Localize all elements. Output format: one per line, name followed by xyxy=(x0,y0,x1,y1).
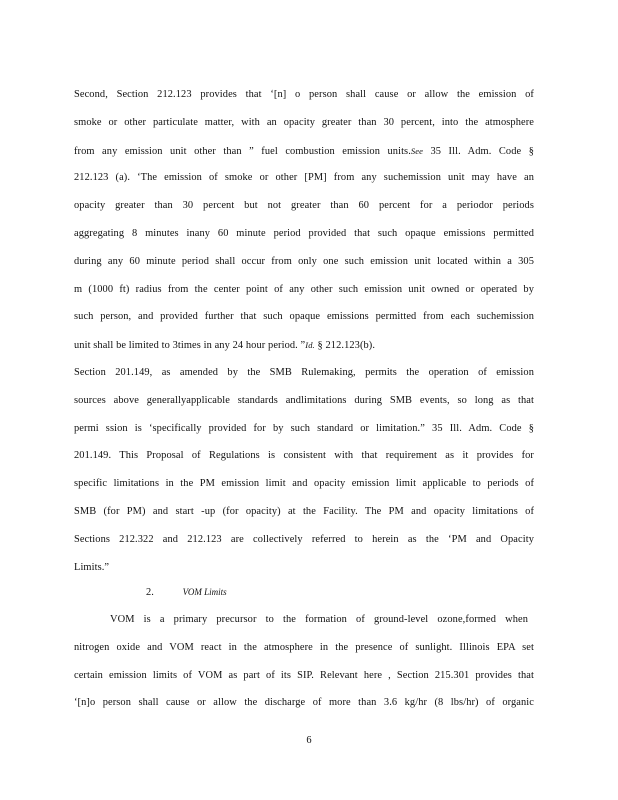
line-text: VOM is a primary precursor to the formation of ground-level ozone,formed when xyxy=(110,614,528,625)
line-text: Section 201.149, as amended by the SMB Rulemaking, permits the operation of emission xyxy=(74,367,534,378)
line-text: Sections 212.322 and 212.123 are collectively referred to herein as the ‘PM and Opacity xyxy=(74,533,534,545)
line-text: sources above generallyapplicable standards andlimitations during SMB events, so long as that xyxy=(74,394,534,406)
paragraph-section-212-123-line xyxy=(74,171,534,185)
line-text: permi ssion is ‘specifically provided for by such standard or limitation.” 35 Ill. Adm. Code § xyxy=(74,422,534,434)
line-text: nitrogen oxide and VOM react in the atmosphere in the presence of sunlight. Illinois EPA set xyxy=(74,641,534,653)
line-text-continued: 35 Ill. Adm. Code § xyxy=(423,145,534,157)
line-text: ‘[n]o person shall cause or allow the discharge of more than 3.6 kg/hr (8 lbs/hr) of organic xyxy=(74,697,534,709)
line-text: from any emission unit other than ” fuel combustion emission units. xyxy=(74,145,411,157)
paragraph-section-212-123-line xyxy=(74,88,534,102)
paragraph-section-201-149-line xyxy=(74,366,534,380)
line-text: certain emission limits of VOM as part of its SIP. Relevant here , Section 215.301 provides that xyxy=(74,669,534,681)
paragraph-section-201-149-line xyxy=(74,394,534,408)
line-text: 212.123 (a). ‘The emission of smoke or other [PM] from any suchemission unit may have an xyxy=(74,172,534,184)
paragraph-section-212-123-line xyxy=(74,255,534,269)
paragraph-section-201-149-line xyxy=(74,422,534,436)
paragraph-section-201-149-line xyxy=(74,477,534,491)
section-heading-number: 2. xyxy=(146,587,154,598)
line-text: m (1000 ft) radius from the center point of any other such emission unit owned or operated by xyxy=(74,283,534,295)
paragraph-section-212-123-line xyxy=(74,116,534,130)
paragraph-vom-limits-line xyxy=(110,613,528,627)
paragraph-section-212-123-line xyxy=(74,283,534,297)
line-text: during any 60 minute period shall occur from only one such emission unit located within a 305 xyxy=(74,255,534,267)
paragraph-section-201-149-line xyxy=(74,449,534,463)
section-heading xyxy=(146,585,227,600)
line-text: 201.149. This Proposal of Regulations is consistent with that requirement as it provides for xyxy=(74,450,534,462)
citation-signal: Id. xyxy=(305,340,315,351)
paragraph-section-201-149-line xyxy=(74,505,534,519)
paragraph-section-212-123-line xyxy=(74,338,534,352)
paragraph-section-201-149-line xyxy=(74,533,534,547)
paragraph-section-212-123-line xyxy=(74,144,534,158)
paragraph-section-212-123-line xyxy=(74,227,534,241)
paragraph-vom-limits-line xyxy=(74,696,534,710)
line-text: smoke or other particulate matter, with an opacity greater than 30 percent, into the atmosphere xyxy=(74,116,534,128)
line-text-continued: § 212.123(b). xyxy=(314,340,376,352)
paragraph-section-212-123-line xyxy=(74,310,534,324)
line-text: SMB (for PM) and start -up (for opacity) at the Facility. The PM and opacity limitations of xyxy=(74,506,534,517)
line-text: Second, Section 212.123 provides that ‘[n] o person shall cause or allow the emission of xyxy=(74,89,534,100)
paragraph-vom-limits-line xyxy=(74,641,534,655)
section-heading-title: VOM Limits xyxy=(182,587,227,597)
paragraph-vom-limits-line xyxy=(74,669,534,683)
page-number: 6 xyxy=(306,735,312,746)
citation-signal: See xyxy=(410,145,424,156)
paragraph-section-212-123-line xyxy=(74,199,534,213)
line-text: Limits.” xyxy=(74,561,110,573)
line-text: specific limitations in the PM emission limit and opacity emission limit applicable to periods of xyxy=(74,478,534,490)
line-text: unit shall be limited to 3times in any 24 hour period. ” xyxy=(74,340,306,352)
line-text: opacity greater than 30 percent but not greater than 60 percent for a periodor periods xyxy=(74,200,534,212)
paragraph-section-201-149-line xyxy=(74,561,534,575)
line-text: such person, and provided further that such opaque emissions permitted from each suchemission xyxy=(74,311,534,323)
line-text: aggregating 8 minutes inany 60 minute period provided that such opaque emissions permitted xyxy=(74,228,534,239)
